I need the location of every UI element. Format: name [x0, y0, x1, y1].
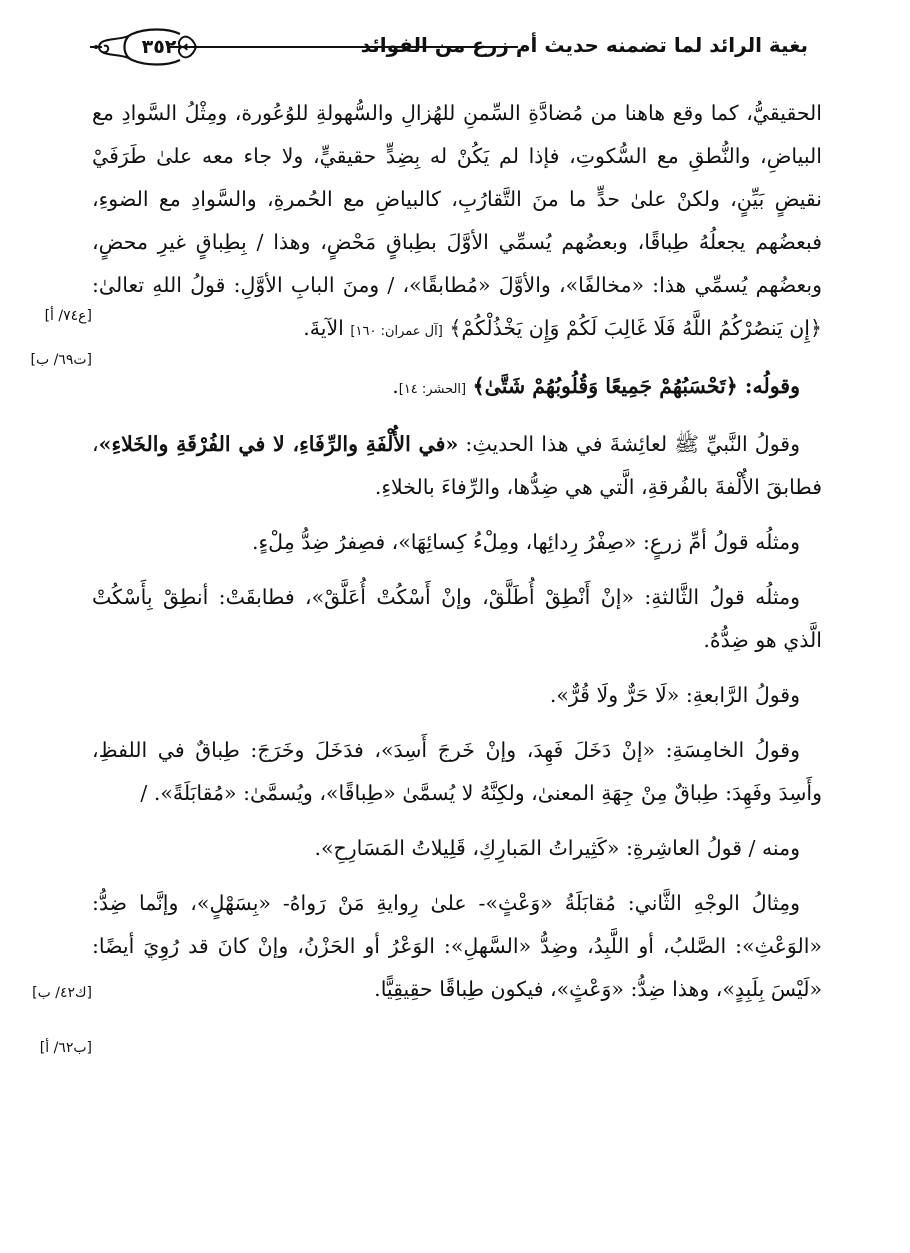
paragraph-text: ومثلُه قولُ أمِّ زرعٍ: «صِفْرُ رِدائِها، ومِلْءُ كِسائِهَا»، فصِفرُ ضِدُّ مِلْءٍ. [252, 530, 800, 554]
paragraph [92, 729, 822, 815]
folio-marker: [ع٧٤/ أ] [44, 308, 92, 324]
paragraph-text: الآيةَ. [303, 316, 344, 340]
paragraph-text: «مُقابَلَةً». / [140, 781, 237, 805]
paragraph [92, 882, 822, 1011]
paragraph-text: وقولُ الرَّابعةِ: «لَا حَرٌّ ولَا قُرٌّ». [549, 683, 800, 707]
paragraph-text: ومنه / قولُ العاشِرةِ: «كَثِيراتُ المَبارِكِ، قَلِيلاتُ المَسَارِحِ». [314, 836, 800, 860]
paragraph [92, 521, 822, 564]
folio-marker: [ت٦٩/ ب] [30, 352, 92, 368]
paragraph [92, 827, 822, 870]
paragraph [92, 365, 822, 411]
verse-citation: [الحشر: ١٤] [398, 382, 467, 397]
running-header [88, 28, 818, 68]
paragraph-text: الحقيقيُّ، كما وقع هاهنا من مُضادَّةِ السِّمنِ للهُزالِ والسُّهولةِ للوُعُورة، ومِثْلُ السَّوادِ مع البياضِ، والنُّطقِ مع السُّكوتِ، فإذا لم يَكُنْ له بِضِدٍّ حقيقيٍّ، ولا جاء معه علىٰ طَرَفَيْ نقيضٍ بَيِّنٍ، ولكنْ علىٰ حدٍّ ما منَ التَّقارُبِ، كالبياضِ مع الحُمرةِ، والسَّوادِ مع الضوءِ، فبعضُهم يجعلُهُ طِباقًا، وبعضُهم يُسمِّي الأوَّلَ [92, 101, 822, 254]
paragraph-text: ومِثالُ الوجْهِ الثَّاني: مُقابَلَةُ «وَعْثٍ»- علىٰ رِوايةِ مَنْ رَواهُ- «بِسَهْلٍ»، وإنَّما ضِدُّ: «الوَعْثِ»: الصَّلبُ، أو اللَّبِدُ، وضِدُّ «السَّهلِ»: الوَعْرُ أو الحَزْنُ، وإنْ كانَ قد رُوِيَ أيضًا: «لَيْسَ بِلَبِدٍ»، وهذا ضِدُّ: «وَعْثٍ»، فيكون طِباقًا حقِيقِيًّا. [92, 891, 822, 1001]
paragraph-text: وقولُ الخامِسَةِ: «إنْ دَخَلَ فَهِدَ، وإنْ خَرجَ أَسِدَ»، فدَخَلَ وخَرَجَ: طِباقٌ في اللفظِ، وأَسِدَ وفَهِدَ: طِباقٌ مِنْ جِهَةِ المعنىٰ، ولكِنَّهُ لا يُسمَّىٰ «طِباقًا»، ويُسمَّىٰ: [92, 738, 822, 805]
page-body [92, 92, 822, 1011]
paragraph-text: . [392, 374, 399, 398]
paragraph-text: وقولُه: ﴿تَحْسَبُهُمْ جَمِيعًا وَقُلُوبُهُمْ شَتَّىٰ﴾ [472, 374, 800, 398]
paragraph [92, 92, 822, 353]
verse-citation: [آل عمران: ١٦٠] [350, 324, 443, 339]
paragraph-text: وقولُ النَّبيِّ ﷺ لعائِشةَ في هذا الحديثِ: [458, 432, 800, 456]
header-title: بغية الرائد لما تضمنه حديث أم زرع من الفوائد [360, 33, 808, 57]
page-number: ٣٥٢ [141, 36, 177, 58]
hadith-quote: «في الأُلْفَةِ والرِّفَاءِ، لا في الفُرْقَةِ والخَلاءِ» [98, 432, 459, 456]
paragraph-text: ، فطابقَ الأُلْفةَ بالفُرقةِ، الَّتي هي ضِدُّها، والرِّفاءَ بالخلاءِ. [92, 432, 822, 499]
paragraph [92, 674, 822, 717]
paragraph-text: ومثلُه قولُ الثَّالثةِ: «إنْ أَنْطِقْ أُطَلَّقْ، وإنْ أَسْكُتْ أُعَلَّقْ»، فطابقَتْ: أنطِقْ بِأَسْكُتْ الَّذي هو ضِدُّهُ. [92, 585, 822, 652]
paragraph-text: والأوَّلَ «مُطابقًا»، / ومنَ البابِ الأوَّلِ: قولُ اللهِ تعالىٰ: ﴿إِن يَنصُرْكُمُ اللَّهُ فَلَا غَالِبَ لَكُمْ وَإِن يَخْذُلْكُمْ﴾ [92, 273, 822, 340]
folio-marker: [ك٤٢/ ب] [32, 985, 92, 1001]
paragraph [92, 423, 822, 509]
paragraph [92, 576, 822, 662]
paragraph-text: بطِباقٍ مَحْضٍ، وهذا / بِطِباقٍ غيرِ محضٍ، وبعضُهم يُسمِّي هذا: «مخالفًا»، [92, 230, 823, 297]
folio-marker: [ب٦٢/ أ] [39, 1040, 92, 1056]
